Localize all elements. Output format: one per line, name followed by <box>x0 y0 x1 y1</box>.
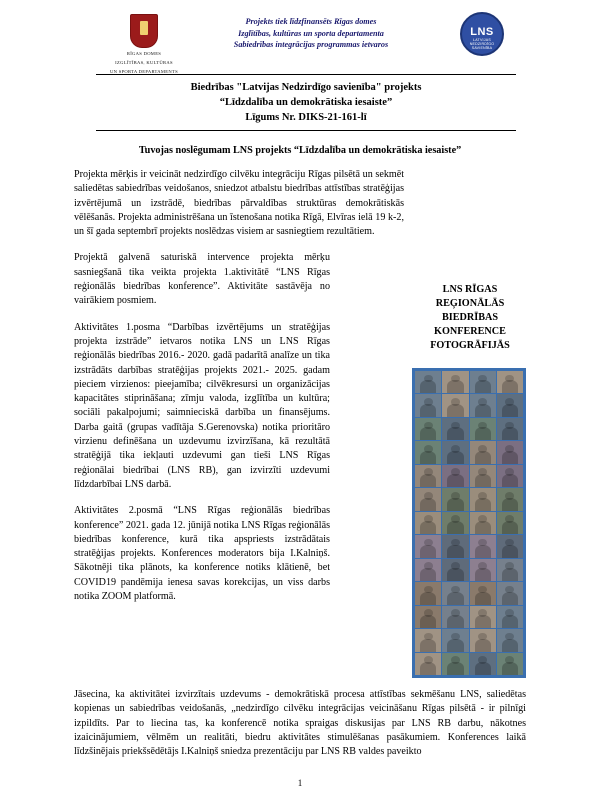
participant-silhouette <box>475 545 491 558</box>
participant-silhouette <box>420 498 436 511</box>
participant-head <box>451 398 460 406</box>
participant-silhouette <box>502 592 518 605</box>
photo-cell <box>497 606 523 628</box>
participant-silhouette <box>502 474 518 487</box>
participant-silhouette <box>475 404 491 417</box>
photo-cell <box>497 465 523 487</box>
paragraph-2: Projektā galvenā saturiskā intervence projekta mērķu sasniegšanā tika veikta projekta 1.aktivitātē “LNS Rīgas reģionālās biedrības konference”. Aktivitāte sastāvēja no vairākiem posmiem. <box>74 252 330 307</box>
participant-silhouette <box>447 451 463 464</box>
photo-cell <box>470 535 496 557</box>
photo-cell <box>470 559 496 581</box>
project-org-line: Biedrības "Latvijas Nedzirdīgo savienība" projekts <box>190 82 422 93</box>
participant-silhouette <box>502 427 518 440</box>
photo-cell <box>442 606 468 628</box>
photo-cell <box>497 512 523 534</box>
participant-head <box>478 398 487 406</box>
participant-head <box>424 539 433 547</box>
paragraph-4: Aktivitātes 2.posmā “LNS Rīgas reģionālās biedrības konference” 2021. gada 12. jūnijā notika LNS Rīgas reģionālās biedrības konference, kurā tika apspriests izstrādātais stratēģijas projekts. Konferences moderators bija I.Kalniņš. Sākotnēji tika plānots, ka konference notiks klātienē, bet COVID19 pandēmija ienesa savas korekcijas, un viss darbs notika ZOOM platformā. <box>74 505 330 603</box>
photo-cell <box>497 394 523 416</box>
participant-silhouette <box>447 662 463 675</box>
photo-cell <box>497 441 523 463</box>
photo-cell <box>470 488 496 510</box>
participant-head <box>505 492 514 500</box>
riga-city-crest-icon <box>130 14 158 48</box>
participant-silhouette <box>475 568 491 581</box>
participant-head <box>424 586 433 594</box>
participant-silhouette <box>502 568 518 581</box>
photo-cell <box>497 582 523 604</box>
participant-silhouette <box>475 498 491 511</box>
participant-head <box>478 515 487 523</box>
photo-cell <box>442 582 468 604</box>
page-title: Tuvojas noslēgumam LNS projekts “Līdzdalība un demokrātiska iesaiste” <box>138 145 462 156</box>
photo-cell <box>415 488 441 510</box>
participant-silhouette <box>447 592 463 605</box>
photo-cell <box>442 629 468 651</box>
photo-cell <box>470 512 496 534</box>
participant-silhouette <box>447 639 463 652</box>
logo-line-1: RĪGAS DOMES <box>126 51 162 56</box>
project-name-line: “Līdzdalība un demokrātiska iesaiste” <box>219 97 393 108</box>
participant-head <box>451 633 460 641</box>
photo-cell <box>415 653 441 675</box>
participant-head <box>451 492 460 500</box>
photo-cell <box>415 535 441 557</box>
participant-head <box>505 656 514 664</box>
logo-line-2: IZGLĪTĪBAS, KULTŪRAS <box>115 60 173 65</box>
lns-round-logo-icon <box>460 12 504 56</box>
participant-head <box>478 609 487 617</box>
participant-silhouette <box>420 568 436 581</box>
header-divider-top <box>96 74 516 75</box>
participant-head <box>451 375 460 383</box>
participant-silhouette <box>475 662 491 675</box>
participant-silhouette <box>502 662 518 675</box>
participant-head <box>424 375 433 383</box>
photo-cell <box>415 371 441 393</box>
participant-head <box>451 422 460 430</box>
paragraph-1: Projekta mērķis ir veicināt nedzirdīgo cilvēku integrāciju Rīgas pilsētā un sekmēt saliedētas sabiedrības veidošanos, sniedzot atbalstu biedrības attīstības stratēģijas izvērtējumā un izstrādē, biedrības pārvaldības struktūras demokrātiskās vēlēšanās. Projekta administrēšana un īstenošana notika Rīgā, Elvīras ielā 19 k-2, un šī gada septembrī projekts noslēdzas visiem ar sasniegtiem rezultātiem. <box>74 169 404 238</box>
logo-line-3: UN SPORTA DEPARTAMENTS <box>110 69 178 74</box>
participant-head <box>424 609 433 617</box>
participant-silhouette <box>447 545 463 558</box>
participant-head <box>451 515 460 523</box>
participant-head <box>424 422 433 430</box>
participant-silhouette <box>475 615 491 628</box>
photo-cell <box>497 371 523 393</box>
lns-logo-subtext: LATVIJAS NEDZIRDĪGO SAVIENĪBA <box>469 38 495 50</box>
photo-cell <box>415 629 441 651</box>
photo-cell <box>415 465 441 487</box>
photo-cell <box>470 394 496 416</box>
photo-cell <box>415 582 441 604</box>
photo-cell <box>415 418 441 440</box>
header-divider-bottom <box>96 130 516 131</box>
paragraph-5: Jāsecina, ka aktivitātei izvirzītais uzdevums - demokrātiskā procesa attīstības sekmēšanu LNS, saliedētas kopienas un sabiedrības veidošanās, „nedzirdīgo cilvēku integrācijas veicināšanu Rīgas pilsētā - ir pilnīgi izpildīts. Par to liecina tas, ka konferencē notika spraigas diskusijas par LNS RB darbu, nākotnes izaicinājumiem, vēlmēm un realitāti, biedru aktivitātes stimulēšanas pasākumiem. Konferences laikā līdzšinējais priekšsēdētājs I.Kalniņš sniedza prezentāciju par LNS RB valdes paveikto <box>74 689 526 758</box>
participant-silhouette <box>475 639 491 652</box>
participant-silhouette <box>420 474 436 487</box>
funding-line-3: Sabiedrības integrācijas programmas ietvaros <box>233 40 389 49</box>
photo-cell <box>497 535 523 557</box>
contract-number-line: Līgums Nr. DIKS-21-161-lī <box>245 112 367 123</box>
photo-heading-line-2: BIEDRĪBAS <box>441 312 499 323</box>
participant-silhouette <box>447 521 463 534</box>
photo-cell <box>442 394 468 416</box>
participant-head <box>424 633 433 641</box>
participant-silhouette <box>420 639 436 652</box>
photo-cell <box>497 653 523 675</box>
participant-head <box>424 492 433 500</box>
participant-head <box>451 445 460 453</box>
participant-head <box>424 515 433 523</box>
photo-cell <box>442 653 468 675</box>
participant-silhouette <box>447 615 463 628</box>
participant-head <box>478 562 487 570</box>
participant-head <box>478 445 487 453</box>
participant-silhouette <box>447 404 463 417</box>
participant-head <box>505 398 514 406</box>
photo-cell <box>470 371 496 393</box>
project-title-block <box>96 80 516 125</box>
participant-silhouette <box>502 615 518 628</box>
participant-head <box>451 562 460 570</box>
photo-cell <box>470 629 496 651</box>
participant-silhouette <box>420 545 436 558</box>
photo-heading-line-3: KONFERENCE <box>434 326 506 337</box>
photo-cell <box>470 418 496 440</box>
photo-cell <box>497 559 523 581</box>
photo-cell <box>415 441 441 463</box>
photo-cell <box>442 559 468 581</box>
participant-head <box>451 609 460 617</box>
article-body <box>74 168 404 616</box>
lns-logo <box>452 12 512 56</box>
participant-silhouette <box>502 380 518 393</box>
participant-silhouette <box>447 380 463 393</box>
participant-head <box>424 468 433 476</box>
photo-cell <box>442 512 468 534</box>
photo-cell <box>415 512 441 534</box>
participant-silhouette <box>475 427 491 440</box>
participant-silhouette <box>420 427 436 440</box>
photo-cell <box>415 559 441 581</box>
participant-silhouette <box>475 474 491 487</box>
participant-silhouette <box>420 404 436 417</box>
photo-cell <box>442 488 468 510</box>
participant-head <box>505 445 514 453</box>
photo-cell <box>442 441 468 463</box>
participant-head <box>451 468 460 476</box>
photo-cell <box>415 606 441 628</box>
participant-silhouette <box>475 451 491 464</box>
participant-silhouette <box>420 615 436 628</box>
participant-head <box>424 445 433 453</box>
photo-cell <box>497 488 523 510</box>
funding-line-1: Projekts tiek līdzfinansēts Rīgas domes <box>245 17 377 26</box>
photo-cell <box>470 606 496 628</box>
participant-silhouette <box>420 662 436 675</box>
participant-silhouette <box>420 592 436 605</box>
participant-head <box>478 422 487 430</box>
photo-cell <box>415 394 441 416</box>
participant-silhouette <box>475 592 491 605</box>
participant-silhouette <box>447 568 463 581</box>
page-number: 1 <box>297 778 303 788</box>
participant-silhouette <box>447 498 463 511</box>
document-header <box>0 0 600 75</box>
participant-silhouette <box>447 427 463 440</box>
funding-line-2: Izglītības, kultūras un sporta departamenta <box>238 28 384 38</box>
photo-cell <box>497 418 523 440</box>
participant-silhouette <box>420 521 436 534</box>
photo-cell <box>470 441 496 463</box>
participant-silhouette <box>502 521 518 534</box>
paragraph-3: Aktivitātes 1.posma “Darbības izvērtējums un stratēģijas projekta izstrāde” ietvaros notika LNS un LNS Rīgas reģionālās biedrības 2016.- 2020. gadā padarītā analīze un tika izstrādāts darbības stratēģijas projekts 2021.- 2025. gadam pieciem virzienos: pieejamība; cilvēkresursi un organizācijas kapacitātes stiprināšana; zīmju valoda, izglītība un kultūra; sociāli pakalpojumi; saimnieciskā darbība un finansējums. Darba gaitā (grupas vadītāja S.Gerenovska) notika prioritāro virzienu definēšana un uzdevumu izvirzīšana, kā rezultātā stratēģijā tika iekļauti uzdevumi gan tieši LNS Rīgas reģionālai biedrībai (LNS RB), gan izvirzīti uzdevumi līdzdarbībai LNS darbā. <box>74 321 330 490</box>
photo-cell <box>442 535 468 557</box>
participant-head <box>424 562 433 570</box>
participant-head <box>478 656 487 664</box>
participant-silhouette <box>475 521 491 534</box>
photo-cell <box>470 653 496 675</box>
photo-heading-line-1: LNS RĪGAS REĢIONĀLĀS <box>435 284 505 309</box>
participant-silhouette <box>475 380 491 393</box>
participant-silhouette <box>502 639 518 652</box>
photo-cell <box>470 582 496 604</box>
funding-statement <box>196 16 426 51</box>
photo-cell <box>442 418 468 440</box>
participant-head <box>424 398 433 406</box>
participant-silhouette <box>502 545 518 558</box>
photo-cell <box>442 371 468 393</box>
participant-silhouette <box>420 380 436 393</box>
article-body-bottom <box>74 688 526 759</box>
participant-head <box>451 656 460 664</box>
conference-photo-grid <box>412 368 526 678</box>
lns-logo-text: LNS <box>470 26 494 38</box>
participant-silhouette <box>447 474 463 487</box>
participant-silhouette <box>420 451 436 464</box>
photo-cell <box>470 465 496 487</box>
photo-cell <box>442 465 468 487</box>
participant-silhouette <box>502 451 518 464</box>
participant-silhouette <box>502 498 518 511</box>
participant-head <box>478 492 487 500</box>
participant-head <box>424 656 433 664</box>
photo-heading-line-4: FOTOGRĀFIJĀS <box>430 340 510 351</box>
participant-head <box>451 586 460 594</box>
riga-department-logo <box>96 14 192 75</box>
participant-silhouette <box>502 404 518 417</box>
photo-section-heading <box>408 283 532 353</box>
photo-cell <box>497 629 523 651</box>
